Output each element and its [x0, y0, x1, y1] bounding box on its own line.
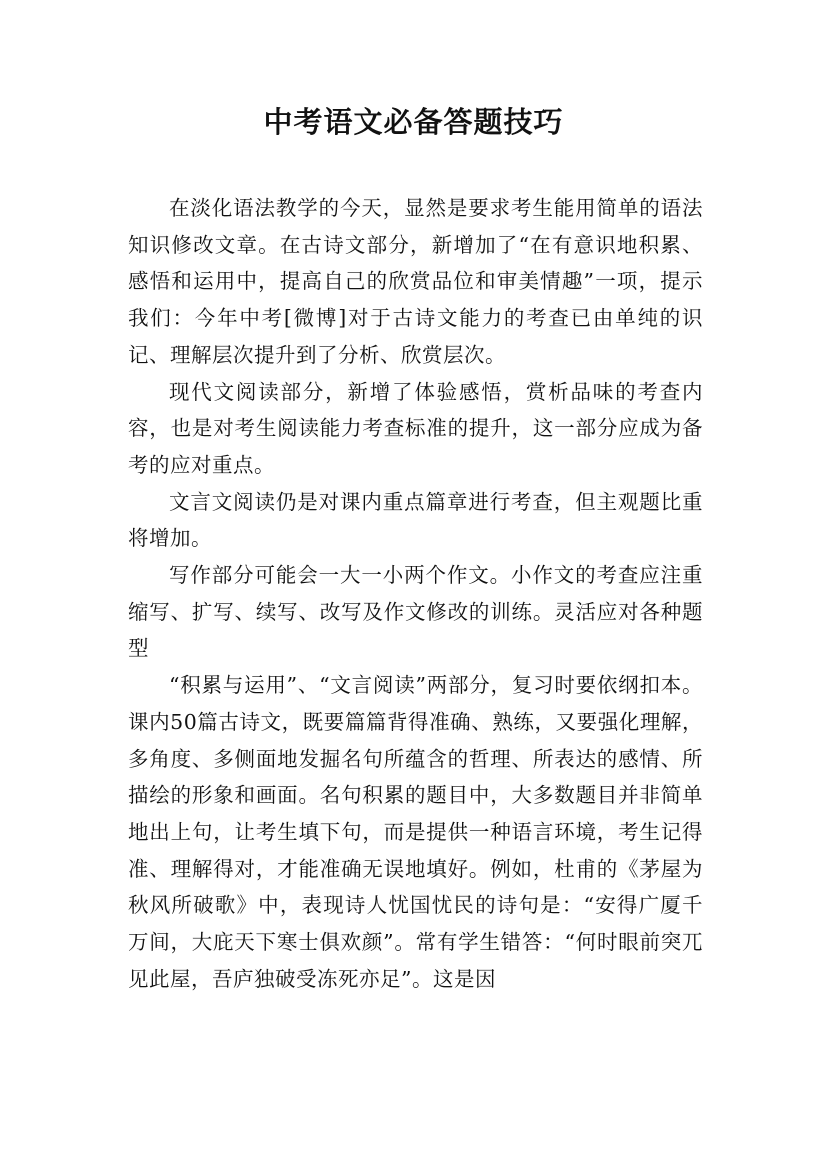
- paragraph-accumulation: “积累与运用”、“文言阅读”两部分，复习时要依纲扣本。课内50篇古诗文，既要篇篇背得准确、熟练，又要强化理解，多角度、多侧面地发掘名句所蕴含的哲理、所表达的感情、所描绘的形象和画面。名句积累的题目中，大多数题目并非简单地出上句，让考生填下句，而是提供一种语言环境，考生记得准、理解得对，才能准确无误地填好。例如，杜甫的《茅屋为秋风所破歌》中，表现诗人忧国忧民的诗句是：“安得广厦千万间，大庇天下寒士俱欢颜”。常有学生错答：“何时眼前突兀见此屋，吾庐独破受冻死亦足”。这是因: [128, 673, 703, 991]
- paragraph-classical-reading: 文言文阅读仍是对课内重点篇章进行考查，但主观题比重将增加。: [128, 489, 703, 551]
- document-title: 中考语文必备答题技巧: [263, 105, 564, 139]
- paragraph-writing: 写作部分可能会一大一小两个作文。小作文的考查应注重缩写、扩写、续写、改写及作文修改的训练。灵活应对各种题型: [128, 563, 703, 661]
- document-body: [128, 190, 703, 997]
- paragraph-modern-reading: 现代文阅读部分，新增了体验感悟，赏析品味的考查内容，也是对考生阅读能力考查标准的提升，这一部分应成为备考的应对重点。: [128, 379, 703, 477]
- paragraph-grammar-poetry: 在淡化语法教学的今天，显然是要求考生能用简单的语法知识修改文章。在古诗文部分，新增加了“在有意识地积累、感悟和运用中，提高自己的欣赏品位和审美情趣”一项，提示我们：今年中考[微博]对于古诗文能力的考查已由单纯的识记、理解层次提升到了分析、欣赏层次。: [128, 196, 703, 367]
